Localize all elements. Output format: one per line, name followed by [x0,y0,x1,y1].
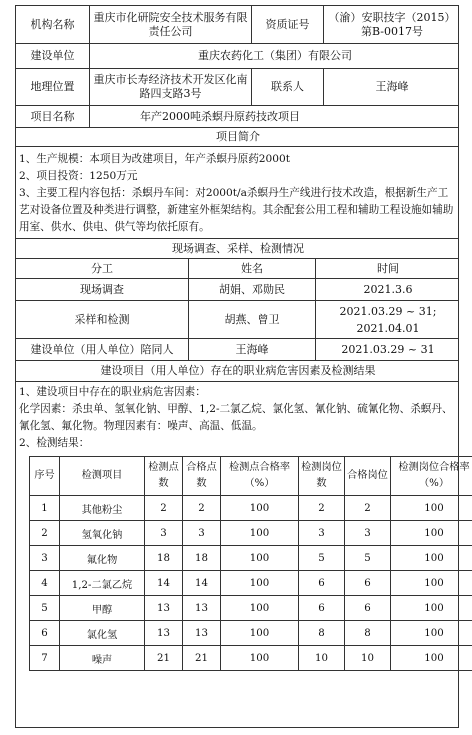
survey-title: 现场调查、采样、检测情况 [172,241,304,255]
hazard-sub-2: 2、检测结果： [19,437,90,449]
table-cell: 氯化氢 [60,621,145,646]
table-cell: 4 [30,571,60,596]
survey-role: 采样和检测 [74,312,130,326]
table-cell: 3 [30,546,60,571]
survey-row [16,279,458,301]
cert-value: （渝）安职技字（2015）第B-0017号 [323,6,460,43]
table-cell: 其他粉尘 [60,496,145,521]
table-cell: 3 [345,521,391,546]
survey-time: 2021.3.6 [315,279,460,300]
table-cell: 氢氧化钠 [60,521,145,546]
survey-header-time: 时间 [315,259,460,278]
table-cell: 3 [183,521,221,546]
results-header-cell: 检测岗位数 [299,457,345,496]
results-header-cell: 合格点数 [183,457,221,496]
table-cell: 100 [391,596,472,621]
table-cell: 8 [345,621,391,646]
builder-value: 重庆农药化工（集团）有限公司 [89,44,460,68]
report-frame [15,5,470,728]
table-cell: 100 [391,571,472,596]
org-row [16,6,458,44]
survey-row [16,301,458,339]
table-cell: 18 [145,546,183,571]
survey-names: 王海峰 [188,339,315,360]
table-cell: 100 [391,521,472,546]
table-cell: 2 [183,496,221,521]
table-cell: 13 [145,596,183,621]
table-cell: 2 [30,521,60,546]
table-cell: 13 [183,596,221,621]
survey-header-row [16,259,458,279]
table-cell: 氟化物 [60,546,145,571]
table-cell: 18 [183,546,221,571]
table-cell: 100 [221,646,299,671]
table-cell: 10 [299,646,345,671]
table-cell: 100 [391,546,472,571]
summary-line-2: 2、项目投资：1250万元 [19,170,138,182]
hazard-title: 建设项目（用人单位）存在的职业病危害因素及检测结果 [100,364,376,377]
survey-role: 现场调查 [80,282,124,296]
survey-header-name: 姓名 [188,259,315,278]
results-header-row [30,457,472,496]
table-row [30,646,472,671]
project-row [16,106,458,128]
table-cell: 14 [145,571,183,596]
table-cell: 3 [145,521,183,546]
table-cell: 6 [299,571,345,596]
summary-line-3: 3、主要工程内容包括：杀螟丹车间：对2000t/a杀螟丹生产线进行技术改造，根据新生产工艺对设备位置及种类进行调整，新建室外框架结构。其余配套公用工程和辅助工程设施如辅助用室、供水、供电、供气等均依托原有。 [19,187,454,233]
builder-row [16,44,458,69]
table-cell: 6 [30,621,60,646]
table-cell: 甲醇 [60,596,145,621]
survey-names: 胡燕、曾卫 [188,301,315,338]
hazard-factors: 化学因素：杀虫单、氢氧化钠、甲醇、1,2-二氯乙烷、氯化氢、氰化钠、硫氰化物、杀螟丹、氰化氢、氟化物。物理因素有：噪声、高温、低温。 [19,403,453,432]
table-cell: 100 [391,646,472,671]
results-table [29,456,472,671]
table-cell: 13 [183,621,221,646]
table-cell: 8 [299,621,345,646]
contact-value: 王海峰 [323,69,460,105]
hazard-title-row [16,361,458,382]
table-cell: 100 [221,621,299,646]
table-cell: 100 [221,521,299,546]
table-cell: 10 [345,646,391,671]
location-value: 重庆市长寿经济技术开发区化南路四支路3号 [89,69,251,105]
survey-names: 胡娟、邓勋民 [188,279,315,300]
table-cell: 13 [145,621,183,646]
results-header-cell: 合格岗位 [345,457,391,496]
project-label: 项目名称 [30,109,75,123]
table-cell: 1,2-二氯乙烷 [60,571,145,596]
table-cell: 21 [183,646,221,671]
table-cell: 100 [391,496,472,521]
table-cell: 2 [345,496,391,521]
results-header-cell: 序号 [30,457,60,496]
table-row [30,571,472,596]
table-row [30,546,472,571]
summary-line-1: 1、生产规模：本项目为改建项目，年产杀螟丹原药2000t [19,153,291,165]
contact-label: 联系人 [251,69,323,105]
table-cell: 5 [345,546,391,571]
results-header-cell: 检测项目 [60,457,145,496]
table-cell: 3 [299,521,345,546]
results-header-cell: 检测岗位合格率（%） [391,457,472,496]
summary-title-row [16,128,458,147]
survey-role: 建设单位（用人单位）陪同人 [30,342,174,356]
table-row [30,521,472,546]
table-cell: 6 [345,571,391,596]
table-row [30,596,472,621]
table-cell: 100 [221,596,299,621]
survey-row [16,339,458,361]
table-cell: 6 [299,596,345,621]
table-cell: 5 [30,596,60,621]
table-cell: 5 [299,546,345,571]
table-cell: 1 [30,496,60,521]
table-cell: 100 [221,546,299,571]
cert-label: 资质证号 [251,6,323,43]
table-cell: 6 [345,596,391,621]
results-header-cell: 检测点合格率（%） [221,457,299,496]
table-cell: 21 [145,646,183,671]
summary-content [16,147,458,239]
survey-time: 2021.03.29 ~ 31 [315,339,460,360]
summary-title: 项目简介 [216,130,260,143]
location-row [16,69,458,106]
survey-title-row [16,239,458,259]
survey-time: 2021.03.29 ~ 31; 2021.04.01 [315,301,460,338]
results-header-cell: 检测点数 [145,457,183,496]
survey-header-role: 分工 [91,261,113,275]
table-cell: 7 [30,646,60,671]
table-cell: 100 [221,496,299,521]
org-label: 机构名称 [30,17,75,31]
table-cell: 噪声 [60,646,145,671]
table-cell: 100 [221,571,299,596]
table-cell: 2 [145,496,183,521]
table-row [30,496,472,521]
builder-label: 建设单位 [30,49,75,62]
table-cell: 100 [391,621,472,646]
org-value: 重庆市化研院安全技术服务有限责任公司 [89,6,251,43]
hazard-sub-1: 1、建设项目中存在的职业病危害因素： [19,386,206,398]
location-label: 地理位置 [30,80,75,93]
table-cell: 2 [299,496,345,521]
table-row [30,621,472,646]
table-cell: 14 [183,571,221,596]
project-value: 年产2000吨杀螟丹原药技改项目 [89,106,460,127]
